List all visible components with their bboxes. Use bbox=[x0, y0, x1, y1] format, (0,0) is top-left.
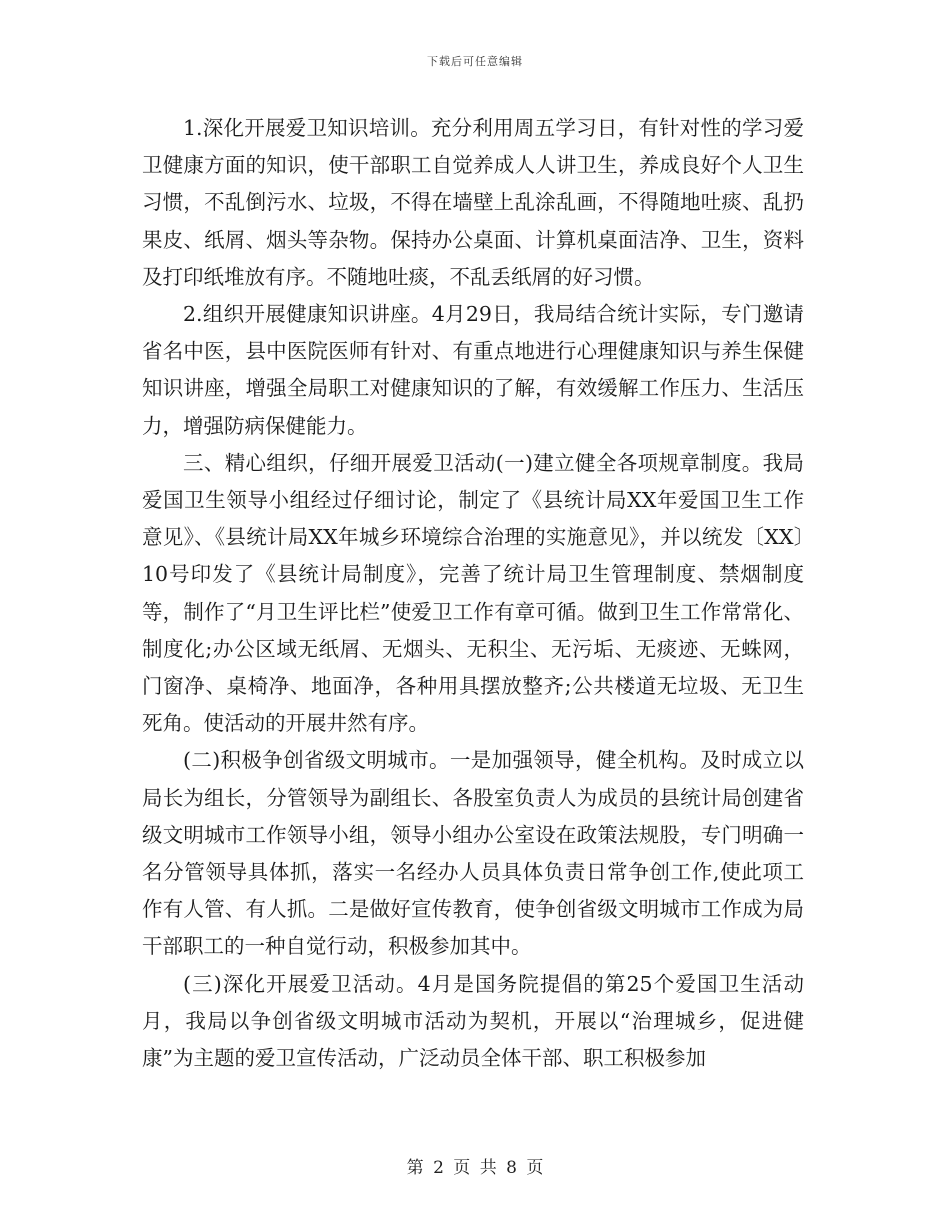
page-number-footer: 第 2 页 共 8 页 bbox=[406, 1158, 544, 1178]
page-header-note: 下载后可任意编辑 bbox=[427, 55, 523, 68]
paragraph-4: (二)积极争创省级文明城市。一是加强领导，健全机构。及时成立以局长为组长，分管领导为副组长、各股室负责人为成员的县统计局创建省级文明城市工作领导小组，领导小组办公室设在政策法规股，专门明确一名分管领导具体抓，落实一名经办人员具体负责日常争创工作,使此项工作有人管、有人抓。二是做好宣传教育，使争创省级文明城市工作成为局干部职工的一种自觉行动，积极参加其中。 bbox=[142, 748, 804, 959]
paragraph-2: 2.组织开展健康知识讲座。4月29日，我局结合统计实际，专门邀请省名中医，县中医院医师有针对、有重点地进行心理健康知识与养生保健知识讲座，增强全局职工对健康知识的了解，有效缓解工作压力、生活压力，增强防病保健能力。 bbox=[142, 302, 804, 438]
paragraph-3: 三、精心组织，仔细开展爱卫活动(一)建立健全各项规章制度。我局爱国卫生领导小组经过仔细讨论，制定了《县统计局XX年爱国卫生工作意见》、《县统计局XX年城乡环境综合治理的实施意见》，并以统发〔XX〕10号印发了《县统计局制度》，完善了统计局卫生管理制度、禁烟制度等，制作了“月卫生评比栏”使爱卫工作有章可循。做到卫生工作常常化、制度化;办公区域无纸屑、无烟头、无积尘、无污垢、无痰迹、无蛛网，门窗净、桌椅净、地面净，各种用具摆放整齐;公共楼道无垃圾、无卫生死角。使活动的开展井然有序。 bbox=[142, 450, 804, 736]
paragraph-1: 1.深化开展爱卫知识培训。充分利用周五学习日，有针对性的学习爱卫健康方面的知识，使干部职工自觉养成人人讲卫生，养成良好个人卫生习惯，不乱倒污水、垃圾，不得在墙壁上乱涂乱画，不得随地吐痰、乱扔果皮、纸屑、烟头等杂物。保持办公桌面、计算机桌面洁净、卫生，资料及打印纸堆放有序。不随地吐痰，不乱丢纸屑的好习惯。 bbox=[142, 116, 804, 289]
body-text bbox=[142, 110, 804, 1077]
paragraph-5: (三)深化开展爱卫活动。4月是国务院提倡的第25个爱国卫生活动月，我局以争创省级文明城市活动为契机，开展以“治理城乡，促进健康”为主题的爱卫宣传活动，广泛动员全体干部、职工积极参加 bbox=[142, 971, 804, 1071]
